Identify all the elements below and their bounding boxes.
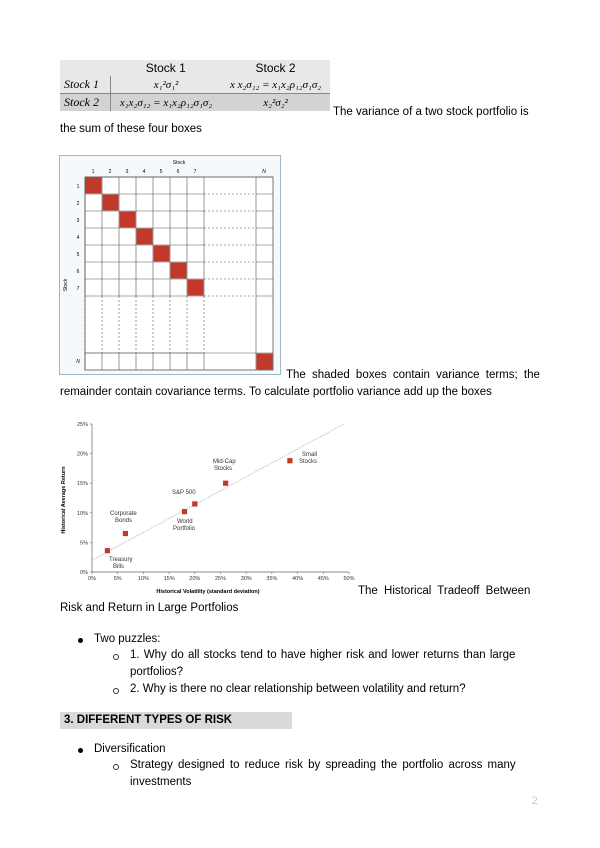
chart-points <box>92 424 344 560</box>
data-point <box>287 458 292 463</box>
sub-bullet-circle <box>113 654 119 660</box>
scatter-caption-line2: Risk and Return in Large Portfolios <box>60 602 239 614</box>
row-header-stock1: Stock 1 <box>60 76 111 94</box>
table-caption-line1: The variance of a two stock portfolio is <box>333 106 529 118</box>
y-tick-label: 20% <box>76 451 88 458</box>
y-tick-label: 25% <box>76 422 88 428</box>
x-tick-label: 40% <box>292 576 304 582</box>
diversification-sub-line2: investments <box>130 776 192 788</box>
grid-row-label: N <box>76 359 80 365</box>
variance-box <box>86 178 102 194</box>
col-header-stock2: Stock 2 <box>221 60 330 76</box>
table-row <box>60 76 330 94</box>
grid-row-label: 4 <box>76 235 80 241</box>
variance-box <box>257 354 273 370</box>
data-point <box>123 531 128 536</box>
puzzle-item-1-line1: 1. Why do all stocks tend to have higher risk and lower returns than large <box>130 649 516 661</box>
label-world-portfolio: Portfolio <box>173 526 196 532</box>
puzzles-title: Two puzzles: <box>94 633 161 645</box>
x-tick-label: 10% <box>137 576 149 582</box>
data-point <box>192 501 197 506</box>
label-mid-cap: Stocks <box>214 466 233 472</box>
grid-side-label: Stock <box>63 278 69 292</box>
grid-col-label: 1 <box>91 169 95 175</box>
diversification-title: Diversification <box>94 743 166 755</box>
variance-box <box>171 263 187 279</box>
table-row <box>60 94 330 112</box>
label-treasury-bills: Bills <box>113 564 125 570</box>
cell-covariance-21: x₁x₂σ₁₂ = x₁x₂ρ₁₂σ₁σ₂ <box>111 94 222 112</box>
puzzle-item-1-line2: portfolios? <box>130 666 184 678</box>
label-corporate-bonds: Bonds <box>115 518 133 524</box>
x-tick-label: 5% <box>113 576 122 582</box>
variance-matrix-table <box>60 60 330 111</box>
grid-caption-line2: remainder contain covariance terms. To calculate portfolio variance add up the boxes <box>60 386 492 398</box>
risk-return-chart <box>58 418 358 596</box>
variance-box <box>188 280 204 296</box>
grid-top-label: Stock <box>172 160 186 166</box>
label-mid-cap: Mid-Cap <box>213 459 236 465</box>
table-corner <box>60 60 111 76</box>
grid-row-label: 2 <box>76 201 80 207</box>
col-header-stock1: Stock 1 <box>111 60 222 76</box>
variance-grid-figure <box>59 155 281 375</box>
y-tick-label: 10% <box>76 510 88 517</box>
grid-row-label: 7 <box>76 286 80 292</box>
bullet-dot <box>78 638 83 643</box>
chart-xlabel: Historical Volatility (standard deviation) <box>156 589 260 595</box>
bullet-dot <box>78 748 83 753</box>
y-tick-label: 15% <box>76 481 88 488</box>
data-point <box>182 509 187 514</box>
grid-col-label: 3 <box>125 169 129 175</box>
x-tick-label: 15% <box>163 576 175 582</box>
label-world-portfolio: World <box>177 519 193 525</box>
grid-row-label: 1 <box>76 184 80 190</box>
x-tick-label: 35% <box>266 576 278 582</box>
grid-body <box>85 177 273 370</box>
trend-line <box>92 424 344 560</box>
label-sp500: S&P 500 <box>172 490 196 496</box>
page-number: 2 <box>531 795 538 807</box>
puzzle-item-2: 2. Why is there no clear relationship between volatility and return? <box>130 683 466 695</box>
sub-bullet-circle <box>113 688 119 694</box>
label-small-stocks: Small <box>302 452 318 458</box>
variance-box <box>103 195 119 211</box>
grid-caption-line1: The shaded boxes contain variance terms; the <box>286 369 540 381</box>
label-corporate-bonds: Corporate <box>110 511 137 517</box>
grid-col-label: 7 <box>193 169 197 175</box>
scatter-caption-line1: The Historical Tradeoff Between <box>358 585 531 597</box>
variance-box <box>154 246 170 262</box>
row-header-stock2: Stock 2 <box>60 94 111 112</box>
grid-col-label: 5 <box>159 169 163 175</box>
cell-variance-2: x₂²σ₂² <box>221 94 330 112</box>
sub-bullet-circle <box>113 764 119 770</box>
cell-variance-1: x₁²σ₁² <box>111 76 222 94</box>
grid-col-label: 6 <box>176 169 180 175</box>
grid-col-label: 2 <box>108 169 112 175</box>
label-treasury-bills: Treasury <box>109 557 133 563</box>
section-heading: 3. DIFFERENT TYPES OF RISK <box>60 712 292 729</box>
x-tick-label: 30% <box>240 576 252 582</box>
cell-covariance-12: x x₂σ₁₂ = x₁x₂ρ₁₂σ₁σ₂ <box>221 76 330 94</box>
variance-box <box>120 212 136 228</box>
chart-ylabel: Historical Average Return <box>61 466 67 534</box>
data-point <box>223 481 228 486</box>
variance-box <box>137 229 153 245</box>
grid-row-label: 5 <box>76 252 80 258</box>
y-tick-label: 0% <box>80 570 88 576</box>
x-tick-label: 45% <box>317 576 329 582</box>
x-tick-label: 0% <box>88 576 96 582</box>
grid-row-label: 3 <box>76 218 80 224</box>
label-small-stocks: Stocks <box>299 459 318 465</box>
grid-col-label: 4 <box>142 169 146 175</box>
data-point <box>105 548 110 553</box>
table-caption-line2: the sum of these four boxes <box>60 123 202 135</box>
grid-row-label: 6 <box>76 269 80 275</box>
grid-col-label: N <box>262 169 266 175</box>
x-tick-label: 25% <box>214 576 227 582</box>
x-tick-label: 50% <box>343 576 355 582</box>
x-tick-label: 20% <box>189 576 201 582</box>
diversification-sub-line1: Strategy designed to reduce risk by spreading the portfolio across many <box>130 759 516 771</box>
y-tick-label: 5% <box>80 540 88 547</box>
chart-axes <box>92 424 349 572</box>
